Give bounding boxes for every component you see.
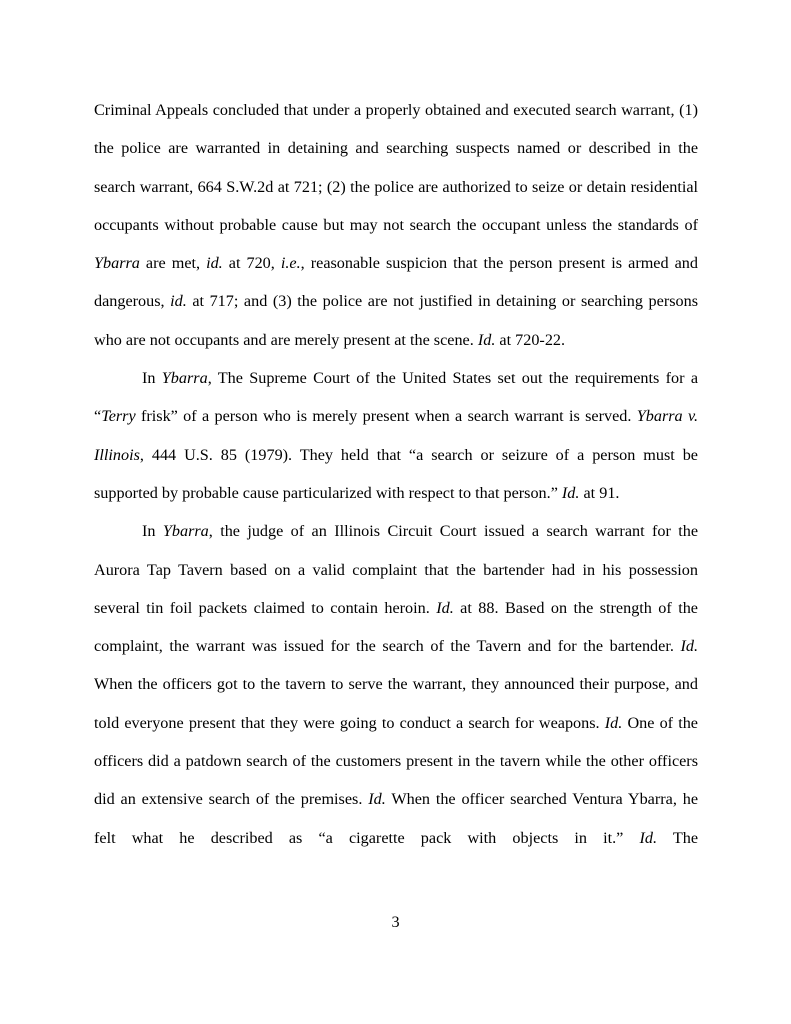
text-run: at 720,	[222, 254, 281, 273]
text-run: , The Supreme Court of the United States set out the requirements for a “	[94, 369, 699, 426]
italic-citation: id.	[170, 292, 187, 311]
text-run: , reasonable suspicion that the person present is armed and dangerous,	[94, 254, 698, 311]
text-run: at 88. Based on the strength of the complaint, the warrant was issued for the search of the Tavern and for the bartender.	[94, 598, 698, 656]
text-run: at 720-22.	[495, 330, 566, 349]
italic-citation: Id.	[368, 790, 386, 809]
italic-citation: id.	[206, 254, 223, 273]
text-run: One of the officers did a patdown search of the customers present in the tavern while the other officers did an extensive search of the premises.	[94, 713, 698, 809]
text-run: at 717; and (3) the police are not justified in detaining or searching persons who are not occupants and are merely present at the scene.	[94, 292, 698, 349]
text-run: When the officer searched Ventura Ybarra, he felt what he described as “a cigarette pack with objects in it.”	[94, 790, 699, 847]
italic-citation: Id.	[680, 637, 698, 656]
text-run: are met,	[139, 254, 207, 273]
paragraph	[94, 91, 698, 359]
text-run: Criminal Appeals concluded that under a properly obtained and executed search warrant, (1) the police are warranted in detaining and searching suspects named or described in the search warrant, 664 S.W.2d at 721; (2) the police are authorized to seize or detain residential occupants without probable cause but may not search the occupant unless the standards of	[94, 101, 698, 234]
body-text	[94, 91, 698, 857]
italic-citation: Id.	[604, 713, 623, 732]
text-run: , 444 U.S. 85 (1979). They held that “a search or seizure of a person must be supported by probable cause particularized with respect to that person.”	[94, 445, 698, 502]
text-run: In	[142, 369, 162, 388]
text-run: In	[142, 522, 163, 541]
italic-citation: Ybarra	[94, 254, 140, 273]
text-run: frisk” of a person who is merely present when a search warrant is served.	[135, 407, 637, 426]
italic-citation: Id.	[639, 828, 657, 847]
text-run: When the officers got to the tavern to serve the warrant, they announced their purpose, and told everyone present that they were going to conduct a search for weapons.	[94, 675, 698, 732]
italic-citation: Id.	[561, 483, 580, 502]
italic-citation: Id.	[436, 598, 454, 617]
text-run: The	[657, 828, 699, 847]
italic-citation: Terry	[101, 407, 136, 426]
text-run: , the judge of an Illinois Circuit Court issued a search warrant for the Aurora Tap Tavern based on a valid complaint that the bartender had in his possession several tin foil packets claimed to contain heroin.	[94, 522, 699, 617]
text-run: at 91.	[579, 483, 620, 502]
italic-citation: i.e.	[280, 254, 301, 273]
page-number: 3	[391, 913, 400, 931]
italic-citation: Ybarra v. Illinois	[94, 407, 698, 464]
italic-citation: Id.	[477, 330, 496, 349]
paragraph	[94, 359, 698, 512]
paragraph	[94, 512, 698, 857]
italic-citation: Ybarra	[162, 522, 209, 541]
italic-citation: Ybarra	[161, 369, 208, 388]
